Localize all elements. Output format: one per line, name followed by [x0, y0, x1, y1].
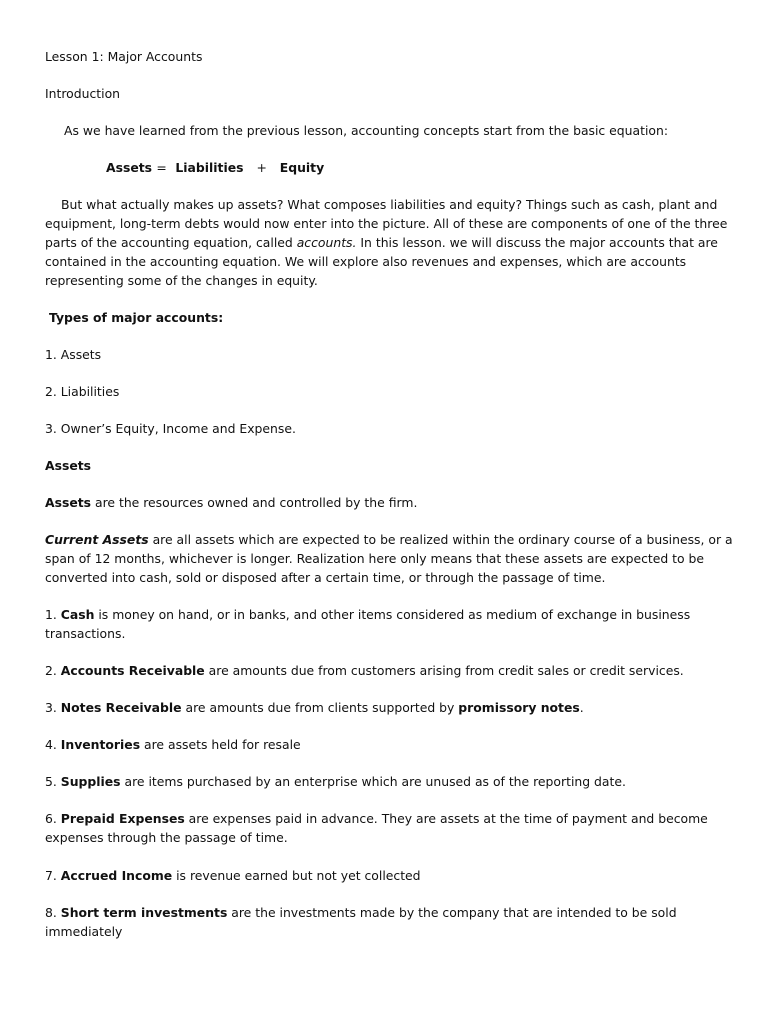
asset-item-num: 1.: [45, 607, 61, 622]
asset-item-term: Accounts Receivable: [60, 663, 205, 678]
intro-paragraph-2-line-1: But what actually makes up assets? What composes liabilities and equity? Things such as cash, plant and: [61, 197, 718, 212]
asset-item-rest: are the investments made by the company that are intended to be sold: [227, 905, 677, 920]
asset-item-num: 3.: [45, 700, 61, 715]
intro-paragraph-2-line-2: equipment, long-term debts would now enter into the picture. All of these are components of one of the three: [45, 216, 728, 231]
intro-p2-l3-pre: parts of the accounting equation, called: [45, 235, 297, 250]
asset-item-rest: are assets held for resale: [140, 737, 301, 752]
intro-p2-accounts-emphasis: accounts.: [296, 235, 357, 250]
types-item-2: 2. Liabilities: [45, 384, 120, 399]
asset-item-short-term-investments-cont: immediately: [45, 924, 123, 939]
equation-liabilities: Liabilities: [175, 160, 244, 175]
section-introduction: Introduction: [45, 86, 121, 101]
asset-item-num: 7.: [45, 868, 61, 883]
current-assets-term: Current Assets: [45, 532, 149, 547]
assets-definition: [45, 493, 417, 512]
equation-plus: +: [256, 160, 267, 175]
asset-item-rest: is revenue earned but not yet collected: [172, 868, 421, 883]
asset-item-accounts-receivable: [45, 661, 684, 680]
asset-item-accrued-income: [45, 866, 421, 885]
asset-item-term: Prepaid Expenses: [60, 811, 185, 826]
current-assets-line-1: [45, 530, 733, 549]
current-assets-l1-rest: are all assets which are expected to be realized within the ordinary course of a business, or a: [148, 532, 733, 547]
intro-p2-l3-post: In this lesson. we will discuss the major accounts that are: [356, 235, 718, 250]
asset-item-num: 5.: [45, 774, 61, 789]
intro-paragraph-2-line-3: [45, 233, 718, 252]
asset-item-supplies: [45, 772, 626, 791]
asset-item-prepaid-expenses-cont: expenses through the passage of time.: [45, 830, 288, 845]
intro-paragraph-1: As we have learned from the previous lesson, accounting concepts start from the basic equation:: [64, 123, 669, 138]
asset-item-term: Accrued Income: [60, 868, 173, 883]
types-heading: Types of major accounts:: [49, 310, 224, 325]
asset-item-rest: are amounts due from clients supported by: [181, 700, 459, 715]
basic-equation: [106, 158, 324, 177]
asset-item-notes-receivable: [45, 698, 584, 717]
intro-paragraph-2-line-4: contained in the accounting equation. We will explore also revenues and expenses, which are accounts: [45, 254, 687, 269]
asset-item-num: 2.: [45, 663, 61, 678]
lesson-title: Lesson 1: Major Accounts: [45, 49, 203, 64]
asset-item-term: Notes Receivable: [60, 700, 182, 715]
current-assets-line-2: span of 12 months, whichever is longer. Realization here only means that these assets are expected to be: [45, 551, 705, 566]
intro-paragraph-2-line-5: representing some of the changes in equity.: [45, 273, 318, 288]
asset-item-tail: .: [579, 700, 584, 715]
asset-item-inventories: [45, 735, 301, 754]
assets-def-term: Assets: [45, 495, 92, 510]
asset-item-prepaid-expenses: [45, 809, 708, 828]
asset-item-num: 8.: [45, 905, 61, 920]
asset-item-promissory-notes: promissory notes: [458, 700, 580, 715]
current-assets-line-3: converted into cash, sold or disposed after a certain time, or through the passage of time.: [45, 570, 606, 585]
asset-item-num: 6.: [45, 811, 61, 826]
asset-item-rest: are amounts due from customers arising from credit sales or credit services.: [204, 663, 684, 678]
asset-item-cash: [45, 605, 690, 624]
asset-item-num: 4.: [45, 737, 61, 752]
asset-item-short-term-investments: [45, 903, 677, 922]
asset-item-term: Supplies: [60, 774, 121, 789]
asset-item-cash-cont: transactions.: [45, 626, 126, 641]
types-item-3: 3. Owner’s Equity, Income and Expense.: [45, 421, 296, 436]
asset-item-rest: are items purchased by an enterprise which are unused as of the reporting date.: [120, 774, 626, 789]
equation-assets: Assets: [106, 160, 153, 175]
assets-heading: Assets: [45, 458, 92, 473]
types-item-1: 1. Assets: [45, 347, 102, 362]
asset-item-term: Short term investments: [60, 905, 228, 920]
asset-item-rest: is money on hand, or in banks, and other items considered as medium of exchange in business: [94, 607, 691, 622]
assets-def-rest: are the resources owned and controlled by the firm.: [91, 495, 418, 510]
equation-equity: Equity: [279, 160, 325, 175]
equation-equals: =: [156, 160, 167, 175]
asset-item-term: Cash: [60, 607, 95, 622]
asset-item-rest: are expenses paid in advance. They are assets at the time of payment and become: [184, 811, 708, 826]
asset-item-term: Inventories: [60, 737, 141, 752]
